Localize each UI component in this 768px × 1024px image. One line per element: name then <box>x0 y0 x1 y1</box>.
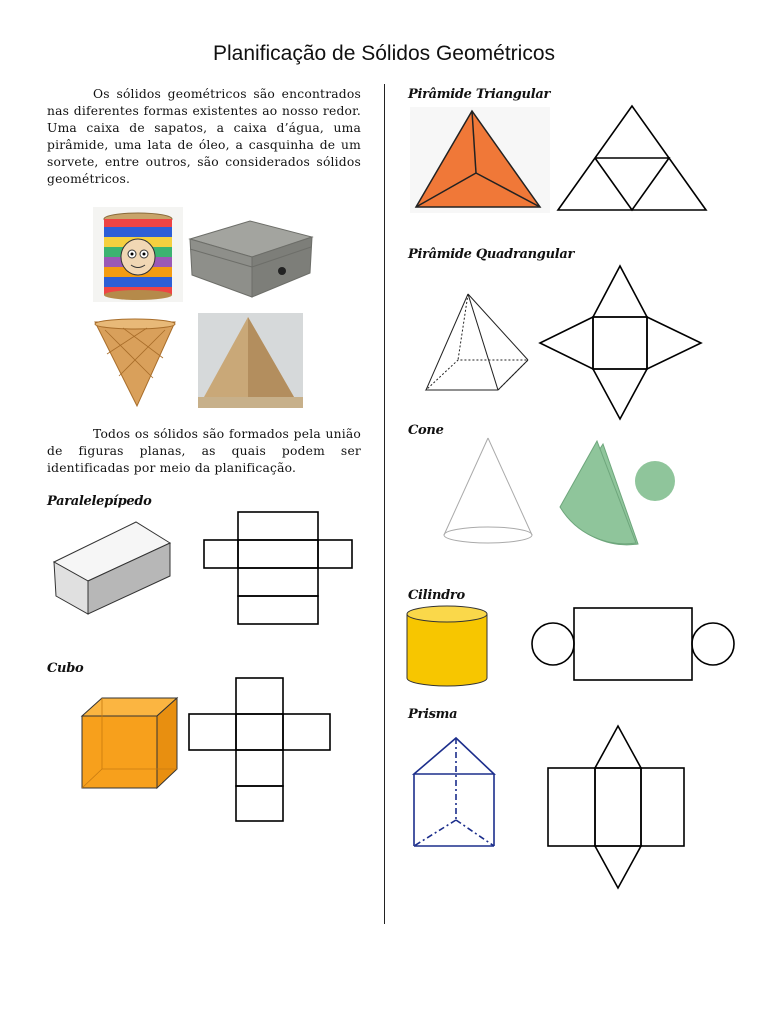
cylinder-solid <box>405 604 489 688</box>
triangular-pyramid-net <box>556 104 708 212</box>
paralelepipedo-net <box>203 511 353 627</box>
square-pyramid-solid <box>424 292 532 392</box>
cube-solid <box>80 696 180 790</box>
prism-solid <box>412 736 498 850</box>
pyramid-photo <box>198 313 303 408</box>
oil-can-photo <box>93 207 183 302</box>
cubo-label: Cubo <box>47 661 84 676</box>
square-pyramid-net <box>539 265 702 420</box>
shoe-box-photo <box>186 207 314 302</box>
cylinder-net <box>531 606 736 682</box>
cube-net <box>188 677 331 822</box>
piramide-triangular-label: Pirâmide Triangular <box>408 87 551 102</box>
paralelepipedo-label: Paralelepípedo <box>47 494 152 509</box>
triangular-pyramid-solid <box>410 107 550 213</box>
prism-net <box>547 724 685 890</box>
cone-label: Cone <box>408 423 444 438</box>
cilindro-label: Cilindro <box>408 588 465 603</box>
prisma-label: Prisma <box>408 707 458 722</box>
intro-paragraph: Os sólidos geométricos são encontrados nas diferentes formas existentes ao nosso redor. Uma caixa de sapatos, a caixa d’água, uma pirâmide, uma lata de óleo, a casquinha de um sorvete, entre outros, são considerados sólidos geométricos. <box>47 87 361 186</box>
cone-net <box>556 437 691 549</box>
column-divider <box>384 84 385 924</box>
formation-paragraph: Todos os sólidos são formados pela união de figuras planas, as quais podem ser identificadas por meio da planificação. <box>47 427 361 475</box>
ice-cream-cone-photo <box>93 318 177 408</box>
paralelepipedo-solid <box>50 518 175 618</box>
page-title: Planificação de Sólidos Geométricos <box>212 42 555 65</box>
cone-solid <box>440 436 534 546</box>
piramide-quadrangular-label: Pirâmide Quadrangular <box>408 247 575 262</box>
